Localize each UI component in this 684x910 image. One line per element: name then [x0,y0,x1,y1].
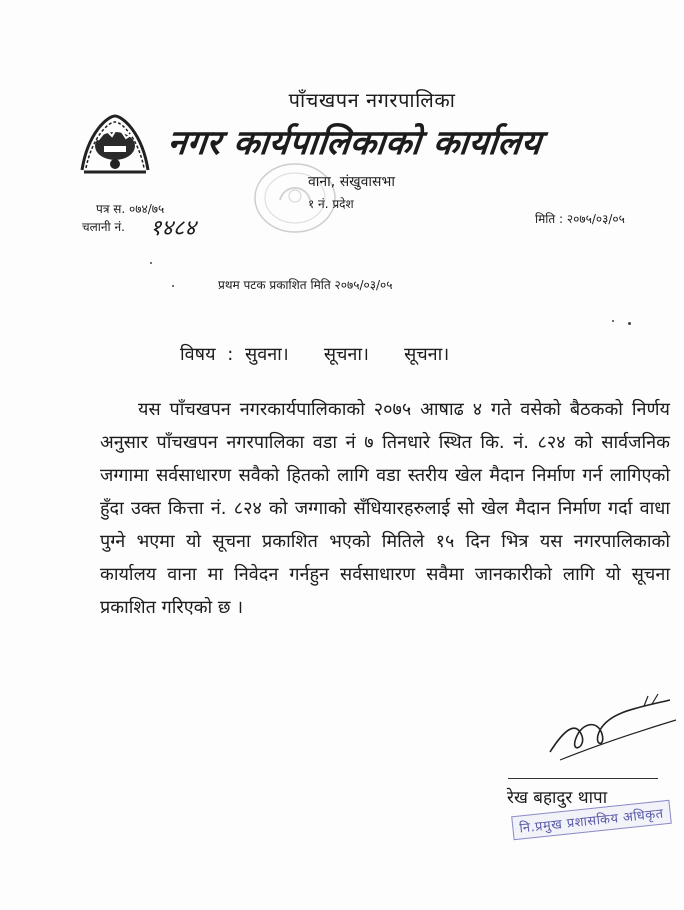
nepal-emblem-icon [78,112,152,176]
scan-speck [612,320,614,322]
scan-speck [628,322,631,325]
notice-subject: विषय : सुवना। सूचना। सूचना। [180,344,450,365]
letter-number: पत्र स. ०७४/७५ [96,202,165,216]
notice-body-paragraph: यस पाँचखपन नगरकार्यपालिकाको २०७५ आषाढ ४ गते वसेको बैठकको निर्णय अनुसार पाँचखपन नगरपालिका वडा नं ७ तिनधारे स्थित कि. नं. ८२४ को सार्वजनिक जग्गामा सर्वसाधारण सवैको हितको लागि वडा स्तरीय खेल मैदान निर्माण गर्न लागिएको हुँदा उक्त कित्ता नं. ८२४ को जग्गाको सँधियारहरुलाई सो खेल मैदान निर्माण गर्दा वाधा पुग्ने भएमा यो सूचना प्रकाशित भएको मितिले १५ दिन भित्र यस नगरपालिकाको कार्यालय वाना मा निवेदन गर्नहुन सर्वसाधारण सवैमा जानकारीको लागि यो सूचना प्रकाशित गरिएको छ । [100,399,670,618]
signature-line [508,778,658,779]
office-address: वाना, संखुवासभा [308,174,395,190]
handwritten-signature-icon [540,690,680,770]
province: १ नं. प्रदेश [308,197,354,211]
dispatch-number-handwritten: १४८४ [150,216,196,241]
office-name: नगर कार्यपालिकाको कार्यालय [165,123,544,163]
designation-stamp: नि.प्रमुख प्रशासकिय अधिकृत [511,800,671,840]
dispatch-number-label: चलानी नं. [82,220,125,234]
notice-body [100,393,670,624]
signatory-name: रेख बहादुर थापा [507,788,608,808]
scan-speck [172,285,174,287]
letter-date: मिति : २०७५/०३/०५ [535,212,625,226]
scan-speck [150,262,152,264]
first-published-date: प्रथम पटक प्रकाशित मिति २०७५/०३/०५ [218,278,393,292]
municipality-name: पाँचखपन नगरपालिका [288,88,456,112]
